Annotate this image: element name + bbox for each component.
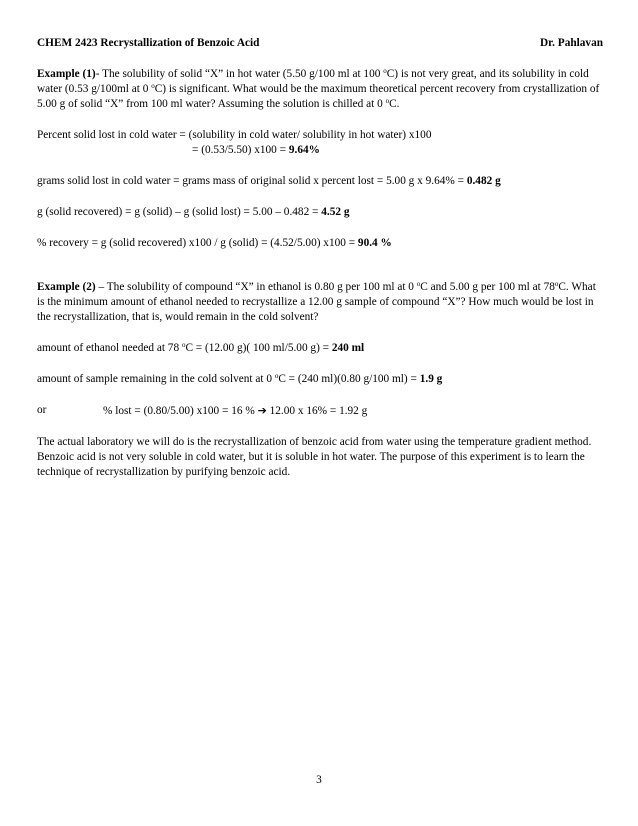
example-2-paragraph: Example (2) – The solubility of compound “X” in ethanol is 0.80 g per 100 ml at 0 $^o$C and 5.00 g per 100 ml at 78$^o$C. What is the minimum amount of ethanol needed to recrystallize a 12.00 g sample of compound “X”? How much would be lost in the recrystallization, that is, would remain in the cold solvent? — [37, 280, 596, 323]
example-1-paragraph: Example (1)- The solubility of solid “X” in hot water (5.50 g/100 ml at 100 $^o$C) is not very great, and its solubility in cold water (0.53 g/100ml at 0 $^o$C) is significant. What would be the maximum theoretical percent recovery from crystallization of 5.00 g of solid “X” from 100 ml water? Assuming the solution is chilled at 0 $^o$C. — [37, 67, 600, 110]
percent-recovery-equation: % recovery = g (solid recovered) x100 / g (solid) = (4.52/5.00) x100 = 90.4 % — [37, 237, 392, 249]
right-arrow-icon: ➔ — [257, 404, 267, 417]
percent-lost-equation: Percent solid lost in cold water = (solubility in cold water/ solubility in hot water) x100 — [37, 129, 432, 141]
page-header — [37, 36, 603, 51]
page-number: 3 — [316, 774, 322, 786]
closing-paragraph: The actual laboratory we will do is the recrystallization of benzoic acid from water using the temperature gradient method. Benzoic acid is not very soluble in cold water, but it is soluble in hot water. The purpose of this experiment is to learn the technique of recrystallization by purifying benzoic acid. — [37, 436, 592, 478]
grams-lost-equation: grams solid lost in cold water = grams mass of original solid x percent lost = 5.00 g x 9.64% = 0.482 g — [37, 175, 501, 187]
example-2-label: Example (2) — [37, 281, 96, 293]
ethanol-needed-equation: amount of ethanol needed at 78 $^o$C = (12.00 g)( 100 ml/5.00 g) = 240 ml — [37, 341, 365, 354]
percent-lost-result: = (0.53/5.50) x100 = 9.64% — [192, 144, 320, 156]
document-author: Dr. Pahlavan — [540, 37, 603, 49]
percent-lost-alternative: or % lost = (0.80/5.00) x100 = 16 % ➔ 12.00 x 16% = 1.92 g — [37, 404, 368, 417]
document-page — [37, 36, 603, 480]
example-1-label: Example (1) — [37, 68, 96, 80]
sample-remaining-equation: amount of sample remaining in the cold solvent at 0 $^o$C = (240 ml)(0.80 g/100 ml) = 1.9 g — [37, 372, 443, 385]
document-title: CHEM 2423 Recrystallization of Benzoic Acid — [37, 37, 260, 49]
solid-recovered-equation: g (solid recovered) = g (solid) – g (solid lost) = 5.00 – 0.482 = 4.52 g — [37, 206, 350, 218]
